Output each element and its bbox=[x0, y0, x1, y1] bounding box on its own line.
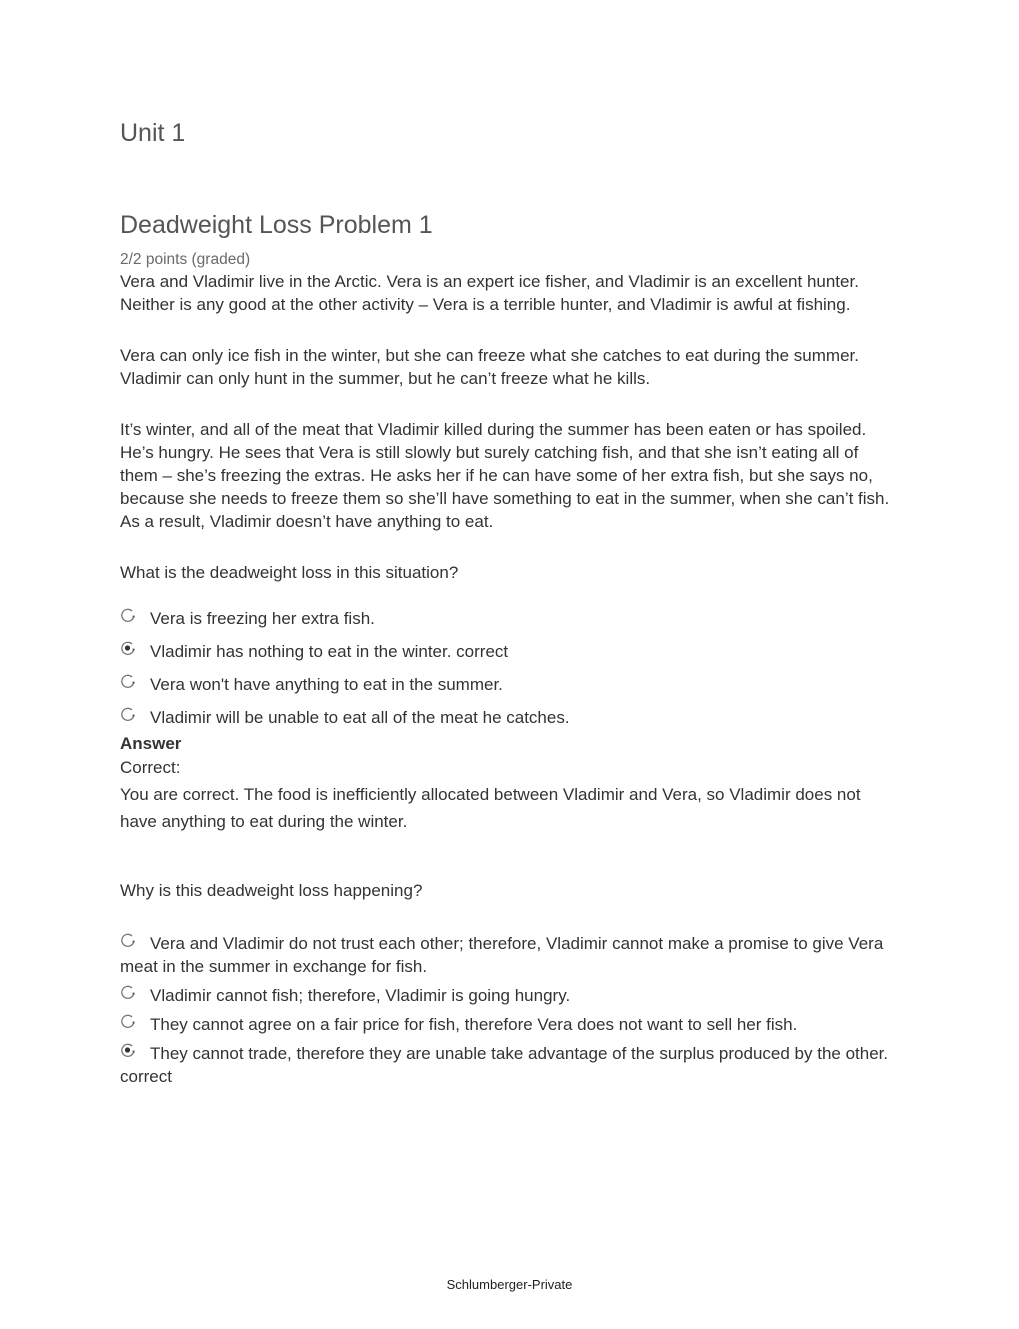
q2-option-3[interactable] bbox=[120, 1013, 895, 1036]
q2-option-2[interactable] bbox=[120, 984, 895, 1007]
q1-option-2[interactable] bbox=[120, 640, 895, 663]
points-graded: 2/2 points (graded) bbox=[120, 251, 251, 268]
q1-option-1-label: Vera is freezing her extra fish. bbox=[150, 609, 375, 628]
q1-option-2-label: Vladimir has nothing to eat in the winter. correct bbox=[150, 642, 509, 661]
q1-option-1[interactable] bbox=[120, 607, 895, 630]
problem-paragraph-3: It’s winter, and all of the meat that Vladimir killed during the summer has been eaten or has spoiled. He’s hungry. He sees that Vera is still slowly but surely catching fish, and that she isn’t eating all of them – she’s freezing the extras. He asks her if he can have some of her extra fish, but she says no, because she needs to freeze them so she’ll have something to eat in the summer, when she can’t fish. As a result, Vladimir doesn’t have anything to eat. bbox=[120, 420, 890, 531]
answer-label: Answer bbox=[120, 734, 182, 753]
q2-option-1[interactable] bbox=[120, 932, 895, 978]
footer-classification: Schlumberger-Private bbox=[446, 1277, 573, 1292]
answer-explanation: You are correct. The food is inefficiently allocated between Vladimir and Vera, so Vladimir does not have anything to eat during the winter. bbox=[120, 785, 861, 831]
q1-option-3-label: Vera won't have anything to eat in the summer. bbox=[150, 675, 503, 694]
q1-option-4-label: Vladimir will be unable to eat all of the meat he catches. bbox=[150, 708, 570, 727]
question-1-options bbox=[120, 607, 895, 729]
radio-unselected-icon[interactable] bbox=[120, 983, 136, 999]
radio-unselected-icon[interactable] bbox=[120, 606, 136, 622]
question-2-prompt: Why is this deadweight loss happening? bbox=[120, 881, 423, 900]
radio-selected-icon[interactable] bbox=[120, 639, 136, 655]
radio-selected-icon[interactable] bbox=[120, 1041, 136, 1057]
question-1-prompt: What is the deadweight loss in this situation? bbox=[120, 563, 459, 582]
problem-paragraph-1: Vera and Vladimir live in the Arctic. Vera is an expert ice fisher, and Vladimir is an excellent hunter. Neither is any good at the other activity – Vera is a terrible hunter, and Vladimir is awful at fishing. bbox=[120, 272, 859, 314]
unit-title: Unit 1 bbox=[120, 119, 186, 147]
q2-option-4[interactable] bbox=[120, 1042, 895, 1088]
q2-option-2-label: Vladimir cannot fish; therefore, Vladimir is going hungry. bbox=[150, 986, 571, 1005]
problem-paragraph-2: Vera can only ice fish in the winter, but she can freeze what she catches to eat during the summer. Vladimir can only hunt in the summer, but he can’t freeze what he kills. bbox=[120, 346, 859, 388]
radio-unselected-icon[interactable] bbox=[120, 1012, 136, 1028]
question-2-options bbox=[120, 932, 895, 1088]
problem-title: Deadweight Loss Problem 1 bbox=[120, 211, 433, 239]
answer-status: Correct: bbox=[120, 758, 181, 777]
document-page bbox=[120, 118, 895, 1094]
radio-unselected-icon[interactable] bbox=[120, 672, 136, 688]
radio-unselected-icon[interactable] bbox=[120, 931, 136, 947]
q1-option-4[interactable] bbox=[120, 706, 895, 729]
q2-option-4-label: They cannot trade, therefore they are unable take advantage of the surplus produced by the other. correct bbox=[120, 1044, 889, 1086]
q2-option-3-label: They cannot agree on a fair price for fish, therefore Vera does not want to sell her fish. bbox=[150, 1015, 798, 1034]
q1-option-3[interactable] bbox=[120, 673, 895, 696]
radio-unselected-icon[interactable] bbox=[120, 705, 136, 721]
q2-option-1-label: Vera and Vladimir do not trust each other; therefore, Vladimir cannot make a promise to give Vera meat in the summer in exchange for fish. bbox=[120, 934, 884, 976]
